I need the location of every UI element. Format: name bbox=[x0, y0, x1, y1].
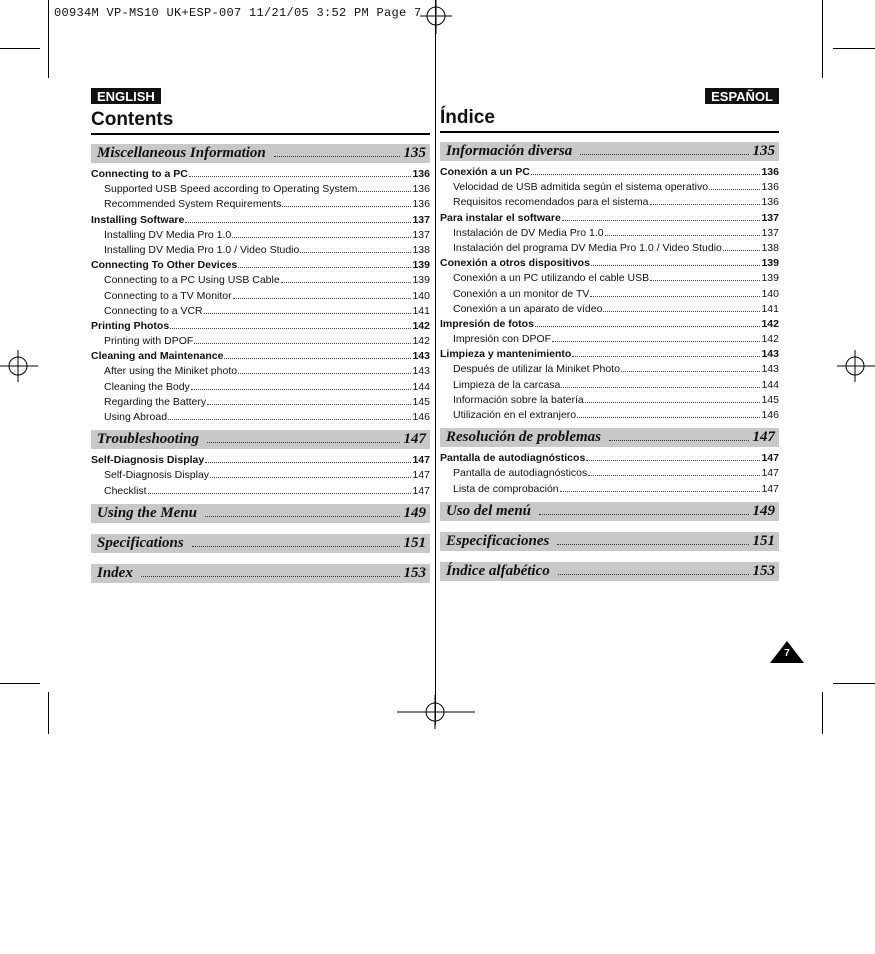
entry-title: Información sobre la batería bbox=[453, 393, 584, 406]
entry-page-number: 142 bbox=[761, 317, 779, 330]
section-spacer bbox=[91, 523, 430, 534]
center-fold-line bbox=[435, 0, 436, 725]
toc-entry[interactable] bbox=[440, 211, 779, 226]
dot-leader bbox=[168, 411, 411, 420]
entry-title: Impresión de fotos bbox=[440, 317, 534, 330]
entry-page-number: 144 bbox=[412, 380, 430, 393]
dot-leader bbox=[300, 244, 411, 253]
dot-leader bbox=[609, 434, 748, 441]
section-page-number: 153 bbox=[752, 562, 775, 579]
entry-page-number: 143 bbox=[761, 363, 779, 376]
section-heading[interactable] bbox=[91, 144, 430, 163]
toc-subentry[interactable] bbox=[440, 180, 779, 195]
section-page-number: 149 bbox=[752, 502, 775, 519]
dot-leader bbox=[207, 396, 411, 405]
toc-subentry[interactable] bbox=[440, 408, 779, 423]
dot-leader bbox=[552, 333, 760, 342]
language-badge: ESPAÑOL bbox=[705, 88, 779, 104]
section-title: Información diversa bbox=[446, 143, 573, 159]
entry-page-number: 144 bbox=[761, 378, 779, 391]
contents-title: Índice bbox=[440, 107, 495, 128]
dot-leader bbox=[210, 469, 411, 478]
entry-title: Lista de comprobación bbox=[453, 482, 559, 495]
entry-title: Checklist bbox=[104, 484, 147, 497]
toc-subentry[interactable] bbox=[91, 289, 430, 304]
crop-mark bbox=[0, 48, 40, 49]
toc-sections bbox=[91, 144, 430, 594]
entry-title: Conexión a un monitor de TV bbox=[453, 287, 590, 300]
entry-page-number: 147 bbox=[761, 467, 779, 480]
dot-leader bbox=[194, 335, 411, 344]
dot-leader bbox=[585, 394, 761, 403]
page-number: 7 bbox=[784, 648, 790, 659]
entry-title: Cleaning the Body bbox=[104, 380, 190, 393]
entry-page-number: 139 bbox=[761, 272, 779, 285]
dot-leader bbox=[205, 510, 399, 517]
title-rule bbox=[91, 133, 430, 135]
entry-page-number: 136 bbox=[761, 166, 779, 178]
dot-leader bbox=[224, 350, 411, 359]
entry-title: Installing Software bbox=[91, 213, 185, 226]
entry-title: Conexión a un PC utilizando el cable USB bbox=[453, 272, 650, 285]
dot-leader bbox=[531, 166, 761, 175]
toc-entry[interactable] bbox=[440, 347, 779, 362]
entry-title: Printing Photos bbox=[91, 319, 170, 332]
section-title: Índice alfabético bbox=[446, 562, 550, 579]
section-spacer bbox=[440, 581, 779, 592]
entry-list bbox=[440, 451, 779, 497]
entry-title: Utilización en el extranjero bbox=[453, 409, 577, 421]
entry-title: Printing with DPOF bbox=[104, 335, 194, 348]
toc-subentry[interactable] bbox=[440, 241, 779, 256]
registration-mark-icon bbox=[397, 693, 475, 731]
entry-title: Conexión a un aparato de vídeo bbox=[453, 302, 603, 315]
entry-page-number: 136 bbox=[412, 168, 430, 180]
entry-title: Instalación de DV Media Pro 1.0 bbox=[453, 226, 604, 239]
section-page-number: 149 bbox=[403, 504, 426, 521]
entry-title: After using the Miniket photo bbox=[104, 365, 238, 378]
dot-leader bbox=[185, 214, 411, 223]
entry-page-number: 143 bbox=[412, 350, 430, 363]
entry-page-number: 145 bbox=[412, 395, 430, 408]
crop-mark bbox=[48, 0, 49, 78]
entry-list bbox=[91, 167, 430, 425]
section-spacer bbox=[440, 521, 779, 532]
dot-leader bbox=[170, 320, 411, 329]
registration-mark-icon bbox=[0, 348, 40, 384]
section-spacer bbox=[91, 553, 430, 564]
toc-subentry[interactable] bbox=[440, 378, 779, 393]
section-page-number: 151 bbox=[403, 534, 426, 551]
toc-subentry[interactable] bbox=[440, 226, 779, 241]
entry-page-number: 143 bbox=[412, 365, 430, 378]
toc-subentry[interactable] bbox=[440, 195, 779, 210]
entry-title: Instalación del programa DV Media Pro 1.0 / Video Studio bbox=[453, 241, 722, 254]
toc-subentry[interactable] bbox=[91, 334, 430, 349]
registration-mark-icon bbox=[835, 348, 875, 384]
entry-list bbox=[91, 453, 430, 499]
entry-title: Connecting to a VCR bbox=[104, 304, 203, 317]
entry-page-number: 140 bbox=[412, 289, 430, 302]
dot-leader bbox=[591, 257, 761, 266]
dot-leader bbox=[560, 483, 761, 492]
dot-leader bbox=[558, 568, 749, 575]
toc-subentry[interactable] bbox=[91, 197, 430, 212]
toc-subentry[interactable] bbox=[440, 271, 779, 286]
dot-leader bbox=[603, 303, 760, 312]
crop-mark bbox=[822, 0, 823, 78]
entry-title: Velocidad de USB admitida según el sistema operativo bbox=[453, 181, 709, 194]
dot-leader bbox=[148, 485, 412, 494]
entry-page-number: 137 bbox=[761, 211, 779, 224]
entry-title: Limpieza de la carcasa bbox=[453, 378, 561, 391]
toc-subentry[interactable] bbox=[91, 380, 430, 395]
entry-page-number: 146 bbox=[761, 409, 779, 421]
toc-subentry[interactable] bbox=[91, 304, 430, 319]
toc-subentry[interactable] bbox=[91, 228, 430, 243]
entry-page-number: 141 bbox=[761, 302, 779, 315]
toc-subentry[interactable] bbox=[440, 362, 779, 377]
dot-leader bbox=[590, 288, 760, 297]
dot-leader bbox=[191, 381, 412, 390]
dot-leader bbox=[282, 198, 411, 207]
entry-page-number: 143 bbox=[761, 348, 779, 361]
section-spacer bbox=[440, 551, 779, 562]
section-heading[interactable] bbox=[440, 562, 779, 581]
crop-mark bbox=[833, 683, 875, 684]
dot-leader bbox=[232, 229, 411, 238]
crop-mark bbox=[833, 48, 875, 49]
entry-title: Recommended System Requirements bbox=[104, 198, 282, 211]
dot-leader bbox=[650, 272, 760, 281]
entry-title: Using Abroad bbox=[104, 411, 168, 423]
entry-title: Installing DV Media Pro 1.0 bbox=[104, 228, 232, 241]
section-title: Miscellaneous Information bbox=[97, 145, 266, 161]
dot-leader bbox=[605, 227, 761, 236]
dot-leader bbox=[141, 570, 400, 577]
dot-leader bbox=[535, 318, 761, 327]
section-heading[interactable] bbox=[91, 534, 430, 553]
dot-leader bbox=[577, 409, 760, 418]
dot-leader bbox=[189, 168, 412, 177]
section-page-number: 147 bbox=[403, 431, 426, 448]
toc-entry[interactable] bbox=[440, 451, 779, 466]
toc-subentry[interactable] bbox=[91, 364, 430, 379]
section-heading[interactable] bbox=[440, 532, 779, 551]
entry-page-number: 139 bbox=[761, 257, 779, 270]
toc-entry[interactable] bbox=[91, 213, 430, 228]
toc-entry[interactable] bbox=[91, 453, 430, 468]
entry-title: Supported USB Speed according to Operating System bbox=[104, 183, 358, 196]
section-title: Using the Menu bbox=[97, 504, 198, 521]
dot-leader bbox=[539, 508, 748, 515]
entry-title: Conexión a un PC bbox=[440, 166, 530, 178]
toc-entry[interactable] bbox=[91, 319, 430, 334]
entry-title: Installing DV Media Pro 1.0 / Video Studio bbox=[104, 243, 300, 256]
dot-leader bbox=[238, 365, 411, 374]
dot-leader bbox=[561, 379, 760, 388]
entry-page-number: 137 bbox=[412, 228, 430, 241]
entry-title: Regarding the Battery bbox=[104, 395, 207, 408]
dot-leader bbox=[650, 196, 761, 205]
language-badge: ENGLISH bbox=[91, 88, 161, 104]
entry-title: Impresión con DPOF bbox=[453, 333, 552, 346]
entry-title: Limpieza y mantenimiento bbox=[440, 348, 572, 361]
toc-sections bbox=[440, 142, 779, 592]
dot-leader bbox=[580, 148, 748, 155]
contents-title: Contents bbox=[91, 109, 174, 130]
dot-leader bbox=[204, 305, 412, 314]
dot-leader bbox=[281, 274, 412, 283]
crop-mark bbox=[822, 692, 823, 734]
crop-mark bbox=[48, 692, 49, 734]
dot-leader bbox=[207, 436, 400, 443]
section-heading[interactable] bbox=[91, 430, 430, 449]
entry-page-number: 136 bbox=[761, 196, 779, 209]
toc-subentry[interactable] bbox=[91, 395, 430, 410]
entry-title: Cleaning and Maintenance bbox=[91, 350, 224, 363]
spanish-contents-column bbox=[440, 88, 779, 592]
dot-leader bbox=[358, 183, 411, 192]
entry-page-number: 139 bbox=[412, 274, 430, 287]
toc-subentry[interactable] bbox=[91, 484, 430, 499]
entry-title: Conexión a otros dispositivos bbox=[440, 257, 590, 270]
section-heading[interactable] bbox=[440, 142, 779, 161]
dot-leader bbox=[557, 538, 748, 545]
toc-subentry[interactable] bbox=[440, 482, 779, 497]
english-contents-column bbox=[91, 88, 430, 594]
section-spacer bbox=[91, 583, 430, 594]
entry-title: Después de utilizar la Miniket Photo bbox=[453, 363, 620, 376]
toc-subentry[interactable] bbox=[440, 302, 779, 317]
dot-leader bbox=[709, 181, 760, 190]
section-page-number: 135 bbox=[403, 145, 426, 161]
section-heading[interactable] bbox=[91, 564, 430, 583]
dot-leader bbox=[572, 348, 760, 357]
entry-page-number: 142 bbox=[412, 335, 430, 348]
dot-leader bbox=[586, 452, 760, 461]
print-header: 00934M VP-MS10 UK+ESP-007 11/21/05 3:52 PM Page 7 bbox=[54, 6, 422, 20]
entry-title: Connecting to a PC bbox=[91, 168, 188, 180]
entry-title: Connecting To Other Devices bbox=[91, 259, 238, 272]
entry-page-number: 138 bbox=[761, 241, 779, 254]
entry-title: Pantalla de autodiagnósticos bbox=[440, 452, 586, 465]
entry-page-number: 136 bbox=[412, 183, 430, 196]
dot-leader bbox=[588, 467, 760, 476]
dot-leader bbox=[233, 290, 412, 299]
entry-page-number: 142 bbox=[761, 333, 779, 346]
section-heading[interactable] bbox=[440, 428, 779, 447]
section-page-number: 151 bbox=[752, 532, 775, 549]
dot-leader bbox=[205, 454, 411, 463]
entry-page-number: 147 bbox=[761, 482, 779, 495]
title-rule bbox=[440, 131, 779, 133]
dot-leader bbox=[723, 242, 761, 251]
dot-leader bbox=[274, 150, 400, 157]
section-heading[interactable] bbox=[440, 502, 779, 521]
toc-subentry[interactable] bbox=[91, 468, 430, 483]
toc-subentry[interactable] bbox=[440, 466, 779, 481]
entry-list bbox=[440, 165, 779, 423]
section-title: Troubleshooting bbox=[97, 431, 199, 448]
section-title: Index bbox=[97, 564, 133, 581]
toc-entry[interactable] bbox=[91, 167, 430, 182]
toc-subentry[interactable] bbox=[91, 410, 430, 425]
entry-title: Connecting to a TV Monitor bbox=[104, 289, 232, 302]
entry-title: Self-Diagnosis Display bbox=[91, 454, 205, 467]
section-title: Resolución de problemas bbox=[446, 429, 602, 446]
section-heading[interactable] bbox=[91, 504, 430, 523]
toc-subentry[interactable] bbox=[440, 332, 779, 347]
toc-subentry[interactable] bbox=[91, 182, 430, 197]
entry-page-number: 141 bbox=[412, 304, 430, 317]
dot-leader bbox=[238, 259, 411, 268]
entry-page-number: 146 bbox=[412, 411, 430, 423]
entry-page-number: 147 bbox=[412, 484, 430, 497]
entry-page-number: 139 bbox=[412, 259, 430, 272]
entry-page-number: 136 bbox=[412, 198, 430, 211]
toc-subentry[interactable] bbox=[440, 287, 779, 302]
entry-title: Requisitos recomendados para el sistema bbox=[453, 196, 649, 209]
toc-entry[interactable] bbox=[440, 165, 779, 180]
section-page-number: 147 bbox=[752, 429, 775, 446]
toc-entry[interactable] bbox=[91, 349, 430, 364]
entry-page-number: 147 bbox=[761, 452, 779, 465]
entry-title: Connecting to a PC Using USB Cable bbox=[104, 274, 280, 287]
entry-title: Self-Diagnosis Display bbox=[104, 469, 210, 482]
entry-page-number: 137 bbox=[761, 226, 779, 239]
entry-page-number: 140 bbox=[761, 287, 779, 300]
toc-entry[interactable] bbox=[440, 256, 779, 271]
section-page-number: 135 bbox=[752, 143, 775, 159]
entry-page-number: 137 bbox=[412, 213, 430, 226]
entry-title: Para instalar el software bbox=[440, 211, 561, 224]
section-title: Uso del menú bbox=[446, 502, 532, 519]
toc-entry[interactable] bbox=[91, 258, 430, 273]
entry-page-number: 136 bbox=[761, 181, 779, 194]
entry-page-number: 145 bbox=[761, 393, 779, 406]
dot-leader bbox=[562, 212, 761, 221]
entry-page-number: 138 bbox=[412, 243, 430, 256]
toc-subentry[interactable] bbox=[91, 243, 430, 258]
dot-leader bbox=[192, 540, 400, 547]
dot-leader bbox=[621, 363, 761, 372]
entry-page-number: 147 bbox=[412, 454, 430, 467]
toc-entry[interactable] bbox=[440, 317, 779, 332]
section-page-number: 153 bbox=[403, 564, 426, 581]
entry-page-number: 142 bbox=[412, 319, 430, 332]
crop-mark bbox=[0, 683, 40, 684]
section-title: Especificaciones bbox=[446, 532, 550, 549]
toc-subentry[interactable] bbox=[91, 273, 430, 288]
section-title: Specifications bbox=[97, 534, 184, 551]
registration-mark-icon bbox=[418, 0, 454, 36]
toc-subentry[interactable] bbox=[440, 393, 779, 408]
entry-title: Pantalla de autodiagnósticos bbox=[453, 467, 588, 480]
entry-page-number: 147 bbox=[412, 469, 430, 482]
